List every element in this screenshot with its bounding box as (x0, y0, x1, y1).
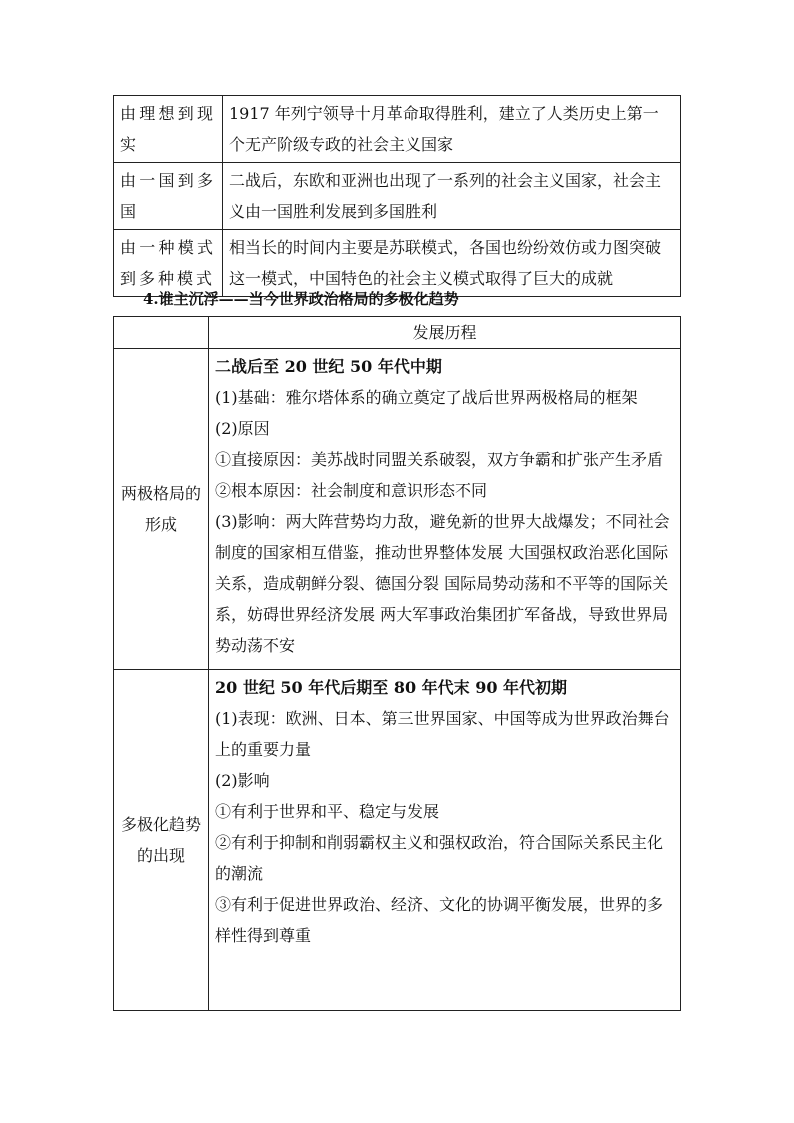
content-line: (2)原因 (215, 419, 270, 438)
row-label: 由一国到多国 (114, 163, 223, 230)
table-header-row (114, 317, 681, 349)
header-development-course: 发展历程 (209, 317, 681, 349)
row-label: 由一种模式到多种模式 (114, 230, 223, 297)
content-line: (1)表现：欧洲、日本、第三世界国家、中国等成为世界政治舞台上的重要力量 (215, 709, 670, 759)
table-row (114, 96, 681, 163)
row-label: 由理想到现实 (114, 96, 223, 163)
socialism-development-table (113, 95, 681, 297)
content-line: ③有利于促进世界政治、经济、文化的协调平衡发展，世界的多样性得到尊重 (215, 895, 664, 945)
row-content-bipolar (209, 349, 681, 670)
row-content: 1917 年列宁领导十月革命取得胜利，建立了人类历史上第一个无产阶级专政的社会主义国家 (223, 96, 681, 163)
row-content: 相当长的时间内主要是苏联模式，各国也纷纷效仿或力图突破这一模式，中国特色的社会主义模式取得了巨大的成就 (223, 230, 681, 297)
content-line: ②有利于抑制和削弱霸权主义和强权政治，符合国际关系民主化的潮流 (215, 833, 664, 883)
period-title: 20 世纪 50 年代后期至 80 年代末 90 年代初期 (215, 678, 568, 697)
row-label-bipolar: 两极格局的形成 (114, 349, 209, 670)
row-content: 二战后，东欧和亚洲也出现了一系列的社会主义国家，社会主义由一国胜利发展到多国胜利 (223, 163, 681, 230)
content-line: ①有利于世界和平、稳定与发展 (215, 802, 440, 821)
row-content-multipolar (209, 670, 681, 1011)
header-empty-cell (114, 317, 209, 349)
world-pattern-table (113, 316, 681, 1011)
content-line: ①直接原因：美苏战时同盟关系破裂，双方争霸和扩张产生矛盾 (215, 450, 664, 469)
row-label-multipolar: 多极化趋势的出现 (114, 670, 209, 1011)
period-title: 二战后至 20 世纪 50 年代中期 (215, 357, 442, 376)
content-line: ②根本原因：社会制度和意识形态不同 (215, 481, 488, 500)
content-line: (2)影响 (215, 771, 270, 790)
content-line: (3)影响：两大阵营势均力敌，避免新的世界大战爆发；不同社会制度的国家相互借鉴，推动世界整体发展 大国强权政治恶化国际关系，造成朝鲜分裂、德国分裂 国际局势动荡和不平等的国际关系，妨碍世界经济发展 两大军事政治集团扩军备战，导致世界局势动荡不安 (215, 512, 670, 655)
table-row (114, 670, 681, 1011)
table-row (114, 349, 681, 670)
section-heading: 4.谁主沉浮——当今世界政治格局的多极化趋势 (143, 290, 459, 308)
table-row (114, 163, 681, 230)
content-line: (1)基础：雅尔塔体系的确立奠定了战后世界两极格局的框架 (215, 388, 638, 407)
